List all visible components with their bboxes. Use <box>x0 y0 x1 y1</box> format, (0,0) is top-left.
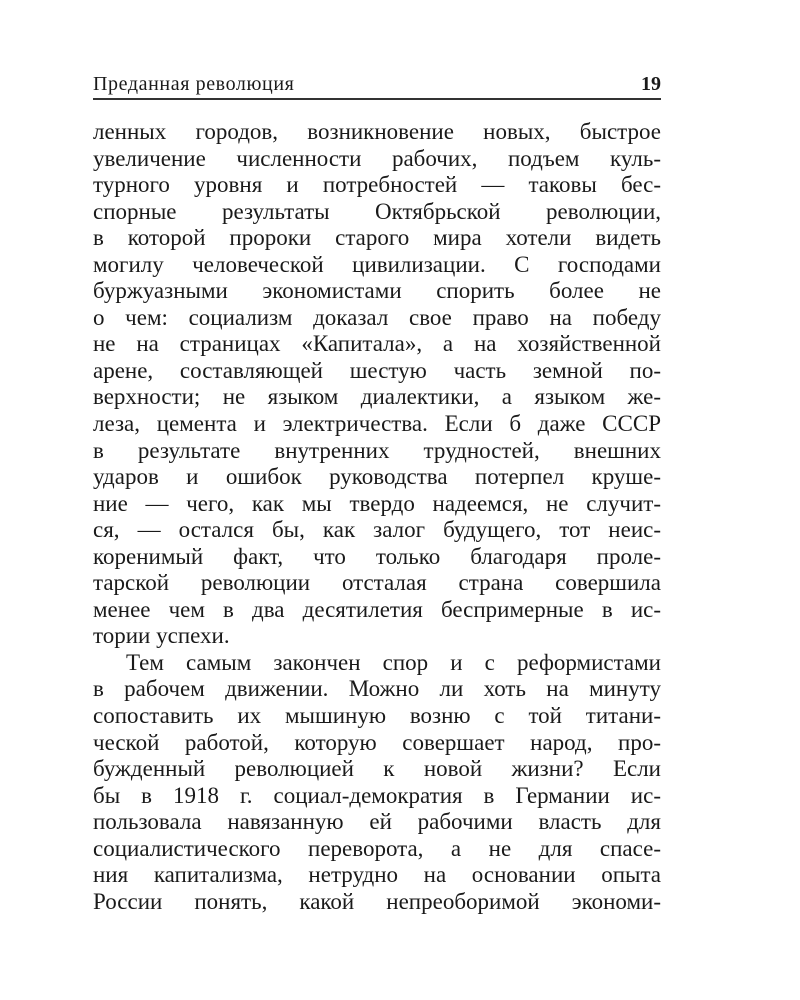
running-title: Преданная революция <box>93 73 295 95</box>
text-line: тории успехи. <box>93 623 230 649</box>
text-line: в которой пророки старого мира хотели видеть <box>93 225 661 251</box>
text-line: в результате внутренних трудностей, внешних <box>93 437 661 463</box>
text-line: коренимый факт, что только благодаря проле- <box>93 543 661 569</box>
running-head <box>93 72 661 100</box>
text-line: верхности; не языком диалектики, а языком же- <box>93 384 661 410</box>
text-line: о чем: социализм доказал свое право на победу <box>93 304 661 330</box>
text-line: в рабочем движении. Можно ли хоть на минуту <box>93 676 661 702</box>
text-line: менее чем в два десятилетия беспримерные в ис- <box>93 596 661 622</box>
text-line: турного уровня и потребностей — таковы бес- <box>93 172 661 198</box>
text-line: арене, составляющей шестую часть земной по- <box>93 357 661 383</box>
text-line: сопоставить их мышиную возню с той титани- <box>93 703 661 729</box>
paragraph-2 <box>93 650 661 915</box>
text-line: ся, — остался бы, как залог будущего, тот неис- <box>93 517 661 543</box>
text-line: спорные результаты Октябрьской революции, <box>93 198 661 224</box>
paragraph-1 <box>93 119 661 650</box>
text-line: тарской революции отсталая страна совершила <box>93 570 661 596</box>
text-line: бы в 1918 г. социал-демократия в Германии ис- <box>93 782 661 808</box>
body-text <box>93 119 661 915</box>
text-line: буржуазными экономистами спорить более не <box>93 278 661 304</box>
text-line: ческой работой, которую совершает народ, про- <box>93 729 661 755</box>
text-line: ленных городов, возникновение новых, быстрое <box>93 119 661 144</box>
page-number: 19 <box>641 73 661 95</box>
text-line: не на страницах «Капитала», а на хозяйственной <box>93 331 661 357</box>
text-line: леза, цемента и электричества. Если б даже СССР <box>93 411 661 437</box>
text-line: социалистического переворота, а не для спасе- <box>93 835 661 861</box>
text-line: ние — чего, как мы твердо надеемся, не случит- <box>93 490 661 516</box>
text-line: бужденный революцией к новой жизни? Если <box>93 756 661 782</box>
text-line: Тем самым закончен спор и с реформистами <box>126 649 661 675</box>
book-page <box>93 72 661 915</box>
text-line: ударов и ошибок руководства потерпел круше- <box>93 464 661 490</box>
text-line: пользовала навязанную ей рабочими власть для <box>93 809 661 835</box>
text-line: России понять, какой непреоборимой экономи- <box>93 888 661 914</box>
text-line: увеличение численности рабочих, подъем куль- <box>93 145 661 171</box>
text-line: ния капитализма, нетрудно на основании опыта <box>93 862 661 888</box>
text-line: могилу человеческой цивилизации. С господами <box>93 251 661 277</box>
